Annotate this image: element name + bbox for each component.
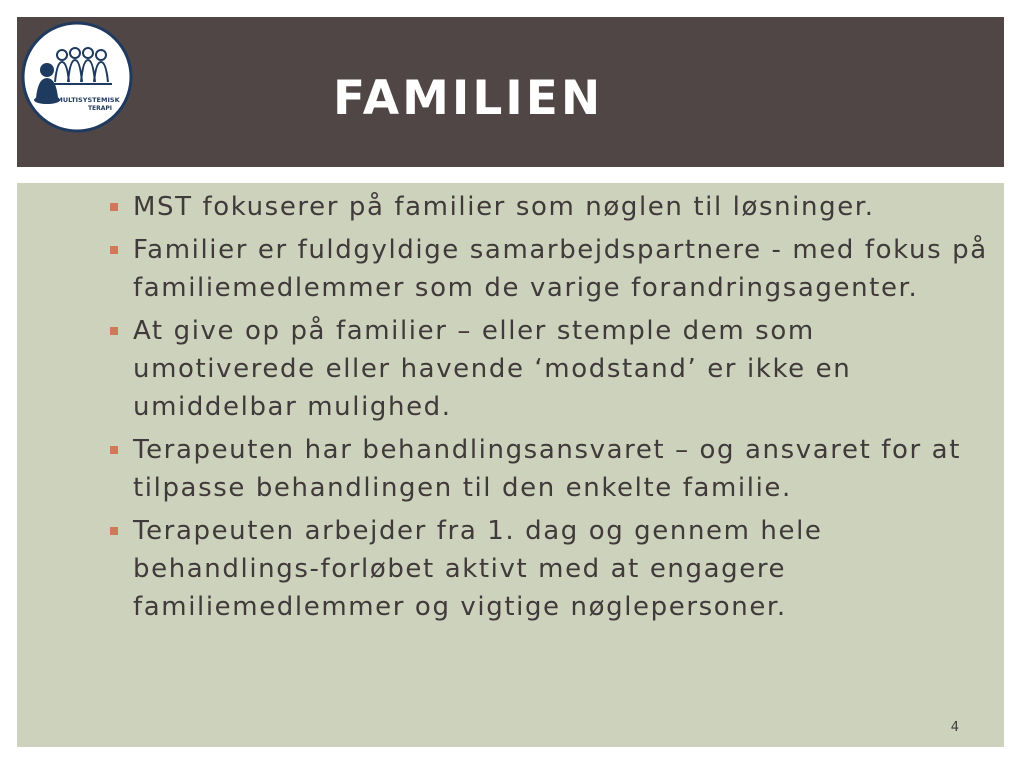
bullet-square-icon [110,327,118,335]
slide-header [17,17,1004,167]
mst-logo [20,20,134,134]
bullet-list [110,188,990,631]
logo-text-line1: MULTISYSTEMISK [56,96,120,104]
bullet-square-icon [110,246,118,254]
slide-title: FAMILIEN [333,71,604,126]
bullet-text: Terapeuten arbejder fra 1. dag og gennem hele behandlings-forløbet aktivt med at engagere familiemedlemmer og vigtige nøglepersoner. [133,516,823,622]
bullet-item [110,231,990,307]
bullet-text: At give op på familier – eller stemple dem som umotiverede eller havende ‘modstand’ er ikke en umiddelbar mulighed. [133,316,852,422]
bullet-text: Familier er fuldgyldige samarbejdspartnere - med fokus på familiemedlemmer som de varige forandringsagenter. [133,235,988,303]
bullet-square-icon [110,527,118,535]
page-number: 4 [950,720,959,735]
logo-text-line2: TERAPI [87,105,113,112]
bullet-item [110,512,990,626]
mst-logo-graphic [20,20,134,134]
bullet-square-icon [110,203,118,211]
bullet-item [110,188,990,226]
bullet-square-icon [110,446,118,454]
slide-content [17,183,1004,747]
bullet-item [110,312,990,426]
bullet-text: MST fokuserer på familier som nøglen til løsninger. [133,192,875,222]
bullet-text: Terapeuten har behandlingsansvaret – og ansvaret for at tilpasse behandlingen til den enkelte familie. [133,435,962,503]
bullet-item [110,431,990,507]
